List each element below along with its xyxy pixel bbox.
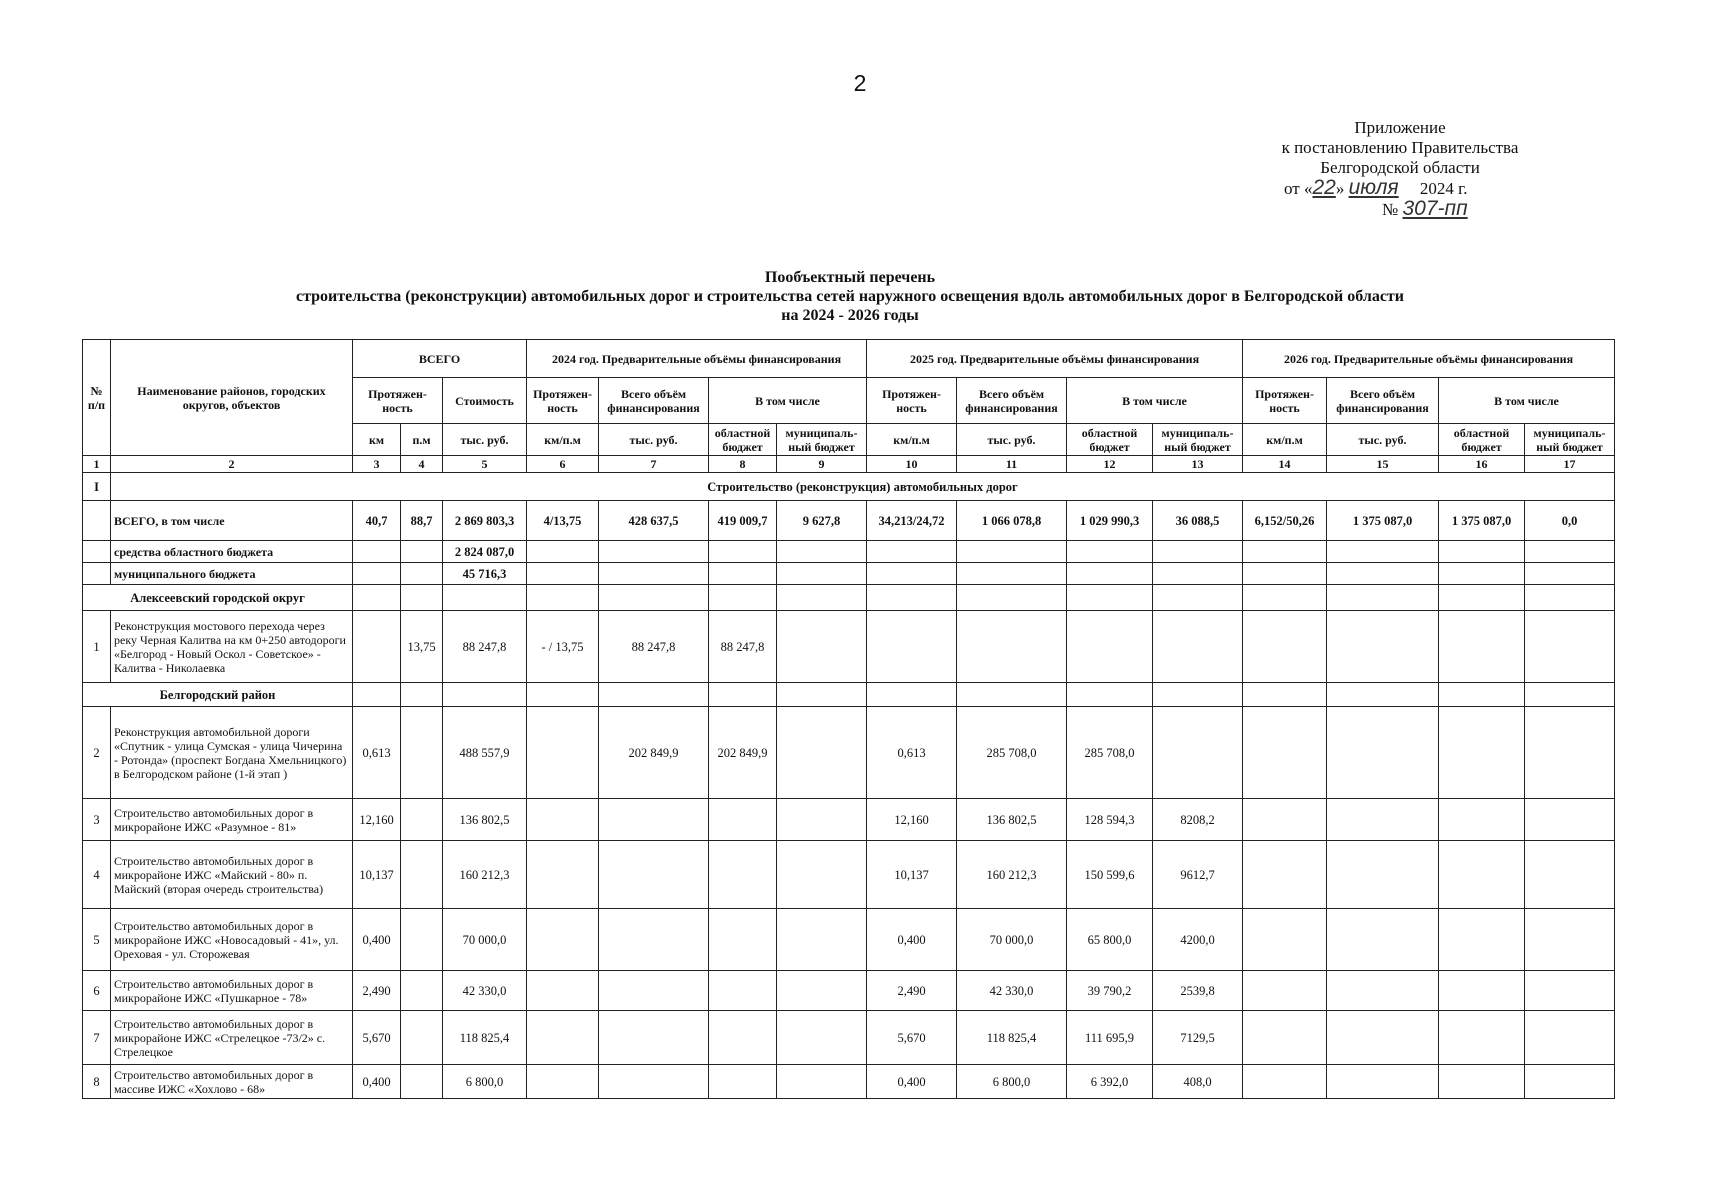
cell-value: 202 849,9 [599, 707, 709, 799]
cell-value: 40,7 [353, 501, 401, 541]
approval-date [1284, 178, 1570, 199]
cell-value [353, 611, 401, 683]
column-number: 6 [527, 456, 599, 473]
cell-value [1525, 799, 1615, 841]
cell-value: 0,0 [1525, 501, 1615, 541]
cell-value [1067, 611, 1153, 683]
unit-pm: п.м [401, 424, 443, 456]
cell-value: 88,7 [401, 501, 443, 541]
header-2024-length: Протяжен-ность [527, 378, 599, 424]
unit-kmpm-2026: км/п.м [1243, 424, 1327, 456]
row-number: 1 [83, 611, 111, 683]
header-2026-including: В том числе [1439, 378, 1615, 424]
cell-value [599, 909, 709, 971]
district-name: Алексеевский городской округ [83, 585, 353, 611]
table-row [83, 971, 1615, 1011]
cell-value: 0,400 [867, 909, 957, 971]
regional-2025: областной бюджет [1067, 424, 1153, 456]
header-name: Наименование районов, городских округов, объектов [111, 340, 353, 456]
header-total: ВСЕГО [353, 340, 527, 378]
title-line-2: строительства (реконструкции) автомобильных дорог и строительства сетей наружного освещения вдоль автомобильных дорог в Белгородской области [295, 288, 1404, 305]
cell-value [709, 1011, 777, 1065]
district-row-alekseevsky [83, 585, 1615, 611]
number-prefix: № [1382, 200, 1399, 219]
header-2025-volume: Всего объём финансирования [957, 378, 1067, 424]
cell-value: 88 247,8 [443, 611, 527, 683]
date-mid: » [1335, 179, 1345, 198]
cell-value: 0,400 [353, 909, 401, 971]
cell-value: 6 800,0 [443, 1065, 527, 1099]
cell-value: 0,400 [867, 1065, 957, 1099]
cell-value [709, 841, 777, 909]
cell-value [777, 841, 867, 909]
column-number: 13 [1153, 456, 1243, 473]
cell-value [1327, 841, 1439, 909]
section-row [83, 473, 1615, 501]
header-2024: 2024 год. Предварительные объёмы финансирования [527, 340, 867, 378]
municipal-2026: муниципаль-ный бюджет [1525, 424, 1615, 456]
column-number: 5 [443, 456, 527, 473]
objects-table [82, 339, 1615, 1099]
cell-value: 1 066 078,8 [957, 501, 1067, 541]
cell-value: 136 802,5 [443, 799, 527, 841]
object-name: Строительство автомобильных дорог в массиве ИЖС «Хохлово - 68» [111, 1065, 353, 1099]
approval-line-1: Приложение [1354, 118, 1446, 137]
cell-value [1439, 799, 1525, 841]
table-row [83, 909, 1615, 971]
table-row [83, 841, 1615, 909]
cell-value [1243, 971, 1327, 1011]
municipal-2024: муниципаль-ный бюджет [777, 424, 867, 456]
unit-kmpm-2025: км/п.м [867, 424, 957, 456]
cell-value: 128 594,3 [1067, 799, 1153, 841]
cell-value [1243, 841, 1327, 909]
object-name: Реконструкция мостового перехода через реку Черная Калитва на км 0+250 автодороги «Белгород - Новый Оскол - Советское» - Калитва - Николаевка [111, 611, 353, 683]
cell-value [1525, 909, 1615, 971]
cell-value: 9612,7 [1153, 841, 1243, 909]
column-number: 14 [1243, 456, 1327, 473]
cell-value [1327, 799, 1439, 841]
object-name: Строительство автомобильных дорог в микрорайоне ИЖС «Разумное - 81» [111, 799, 353, 841]
municipal-2025: муниципаль-ный бюджет [1153, 424, 1243, 456]
cell-value: 285 708,0 [957, 707, 1067, 799]
cell-value [1243, 909, 1327, 971]
cell-value: 419 009,7 [709, 501, 777, 541]
cell-value: 488 557,9 [443, 707, 527, 799]
cell-value [401, 841, 443, 909]
section-num: I [83, 473, 111, 501]
cell-value [527, 1011, 599, 1065]
column-number: 10 [867, 456, 957, 473]
cell-value: 0,613 [867, 707, 957, 799]
row-number: 2 [83, 707, 111, 799]
cell-value [1327, 909, 1439, 971]
cell-value [777, 1011, 867, 1065]
column-number: 9 [777, 456, 867, 473]
date-day: 22 [1312, 176, 1336, 199]
header-num: № п/п [83, 340, 111, 456]
object-name: Строительство автомобильных дорог в микрорайоне ИЖС «Новосадовый - 41», ул. Ореховая - ул. Сторожевая [111, 909, 353, 971]
cell-value: 2539,8 [1153, 971, 1243, 1011]
cell-value: 2 869 803,3 [443, 501, 527, 541]
cell-value: 118 825,4 [443, 1011, 527, 1065]
cell-value [1439, 611, 1525, 683]
cell-value: 7129,5 [1153, 1011, 1243, 1065]
row-number: 3 [83, 799, 111, 841]
cell-value [527, 707, 599, 799]
cell-value: 0,613 [353, 707, 401, 799]
cell-value [1243, 1065, 1327, 1099]
cell-value: 202 849,9 [709, 707, 777, 799]
column-number: 16 [1439, 456, 1525, 473]
cell-value [599, 971, 709, 1011]
cell-value [1439, 971, 1525, 1011]
cell-value [1327, 971, 1439, 1011]
header-2026-length: Протяжен-ность [1243, 378, 1327, 424]
cell-value: 36 088,5 [1153, 501, 1243, 541]
cell-value: 0,400 [353, 1065, 401, 1099]
header-2024-including: В том числе [709, 378, 867, 424]
date-month: июля [1348, 176, 1399, 199]
municipal-budget-value: 45 716,3 [443, 563, 527, 585]
cell-value: 12,160 [867, 799, 957, 841]
cell-value [1327, 611, 1439, 683]
row-number: 5 [83, 909, 111, 971]
cell-value [709, 799, 777, 841]
column-number: 4 [401, 456, 443, 473]
cell-value: 5,670 [353, 1011, 401, 1065]
column-number: 3 [353, 456, 401, 473]
unit-rub-2026: тыс. руб. [1327, 424, 1439, 456]
cell-value [1525, 1011, 1615, 1065]
cell-value: 2,490 [867, 971, 957, 1011]
cell-value: 65 800,0 [1067, 909, 1153, 971]
unit-kmpm-2024: км/п.м [527, 424, 599, 456]
cell-value [1153, 611, 1243, 683]
cell-value [599, 841, 709, 909]
unit-km: км [353, 424, 401, 456]
cell-value [1243, 1011, 1327, 1065]
regional-budget-row [83, 541, 1615, 563]
cell-value: 118 825,4 [957, 1011, 1067, 1065]
cell-value [1153, 707, 1243, 799]
table-row [83, 1065, 1615, 1099]
column-number: 2 [111, 456, 353, 473]
document-title [0, 268, 1700, 325]
cell-value [401, 707, 443, 799]
header-2025: 2025 год. Предварительные объёмы финансирования [867, 340, 1243, 378]
cell-value: 160 212,3 [443, 841, 527, 909]
cell-value: 8208,2 [1153, 799, 1243, 841]
cell-value [1439, 707, 1525, 799]
cell-value [1525, 611, 1615, 683]
number-value: 307-пп [1402, 197, 1468, 220]
cell-value: 12,160 [353, 799, 401, 841]
object-name: Строительство автомобильных дорог в микрорайоне ИЖС «Майский - 80» п. Майский (вторая очередь строительства) [111, 841, 353, 909]
cell-value [777, 799, 867, 841]
cell-value [1525, 707, 1615, 799]
cell-value: 1 029 990,3 [1067, 501, 1153, 541]
header-2026-volume: Всего объём финансирования [1327, 378, 1439, 424]
cell-value: 10,137 [353, 841, 401, 909]
cell-value: 408,0 [1153, 1065, 1243, 1099]
cell-value: 6 392,0 [1067, 1065, 1153, 1099]
approval-number [1382, 199, 1570, 220]
cell-value [527, 909, 599, 971]
header-2024-volume: Всего объём финансирования [599, 378, 709, 424]
cell-value [401, 799, 443, 841]
cell-value [401, 971, 443, 1011]
cell-value [1525, 841, 1615, 909]
cell-value [1525, 1065, 1615, 1099]
cell-value: 88 247,8 [709, 611, 777, 683]
regional-2024: областной бюджет [709, 424, 777, 456]
column-number: 12 [1067, 456, 1153, 473]
unit-rub-2024: тыс. руб. [599, 424, 709, 456]
cell-value [1525, 971, 1615, 1011]
cell-value [777, 1065, 867, 1099]
cell-value [599, 799, 709, 841]
cell-value: 5,670 [867, 1011, 957, 1065]
cell-value: 6,152/50,26 [1243, 501, 1327, 541]
column-number: 15 [1327, 456, 1439, 473]
cell-value: - / 13,75 [527, 611, 599, 683]
regional-budget-value: 2 824 087,0 [443, 541, 527, 563]
header-total-length: Протяжен-ность [353, 378, 443, 424]
cell-value: 70 000,0 [443, 909, 527, 971]
unit-rub-2025: тыс. руб. [957, 424, 1067, 456]
date-year: 2024 г. [1419, 179, 1468, 198]
cell-value [1243, 707, 1327, 799]
cell-value [1243, 799, 1327, 841]
cell-value [401, 909, 443, 971]
table-row [83, 611, 1615, 683]
column-number: 11 [957, 456, 1067, 473]
column-numbers-row [83, 456, 1615, 473]
total-row [83, 501, 1615, 541]
cell-value [777, 971, 867, 1011]
cell-value: 42 330,0 [957, 971, 1067, 1011]
cell-value: 9 627,8 [777, 501, 867, 541]
table-row [83, 799, 1615, 841]
cell-value [527, 841, 599, 909]
row-number: 7 [83, 1011, 111, 1065]
cell-value: 70 000,0 [957, 909, 1067, 971]
header-2025-including: В том числе [1067, 378, 1243, 424]
row-number: 8 [83, 1065, 111, 1099]
column-number: 1 [83, 456, 111, 473]
municipal-budget-label: муниципального бюджета [111, 563, 353, 585]
cell-value [401, 1065, 443, 1099]
cell-value [1327, 707, 1439, 799]
unit-rub: тыс. руб. [443, 424, 527, 456]
cell-value [527, 799, 599, 841]
cell-value [777, 707, 867, 799]
date-prefix: от « [1284, 179, 1313, 198]
cell-value: 88 247,8 [599, 611, 709, 683]
cell-value [1327, 1065, 1439, 1099]
cell-value: 150 599,6 [1067, 841, 1153, 909]
title-line-1: Пообъектный перечень [764, 269, 936, 286]
regional-2026: областной бюджет [1439, 424, 1525, 456]
approval-line-3: Белгородской области [1320, 158, 1480, 177]
cell-value: 136 802,5 [957, 799, 1067, 841]
municipal-budget-row [83, 563, 1615, 585]
cell-value [599, 1065, 709, 1099]
cell-value: 1 375 087,0 [1439, 501, 1525, 541]
cell-value: 4/13,75 [527, 501, 599, 541]
cell-value: 10,137 [867, 841, 957, 909]
table-row [83, 1011, 1615, 1065]
cell-value [527, 971, 599, 1011]
object-name: Строительство автомобильных дорог в микрорайоне ИЖС «Стрелецкое -73/2» с. Стрелецкое [111, 1011, 353, 1065]
cell-value: 13,75 [401, 611, 443, 683]
cell-value: 6 800,0 [957, 1065, 1067, 1099]
row-number [83, 501, 111, 541]
cell-value [599, 1011, 709, 1065]
cell-value: 1 375 087,0 [1327, 501, 1439, 541]
object-name: ВСЕГО, в том числе [111, 501, 353, 541]
approval-stamp [1230, 118, 1570, 220]
cell-value [1243, 611, 1327, 683]
cell-value: 160 212,3 [957, 841, 1067, 909]
cell-value: 4200,0 [1153, 909, 1243, 971]
cell-value [777, 909, 867, 971]
cell-value: 39 790,2 [1067, 971, 1153, 1011]
row-number: 6 [83, 971, 111, 1011]
cell-value: 428 637,5 [599, 501, 709, 541]
cell-value: 111 695,9 [1067, 1011, 1153, 1065]
cell-value [709, 971, 777, 1011]
cell-value [709, 1065, 777, 1099]
cell-value: 2,490 [353, 971, 401, 1011]
header-2025-length: Протяжен-ность [867, 378, 957, 424]
district-name: Белгородский район [83, 683, 353, 707]
title-line-3: на 2024 - 2026 годы [781, 307, 919, 324]
cell-value [709, 909, 777, 971]
header-total-cost: Стоимость [443, 378, 527, 424]
cell-value: 34,213/24,72 [867, 501, 957, 541]
column-number: 7 [599, 456, 709, 473]
section-title: Строительство (реконструкция) автомобильных дорог [111, 473, 1615, 501]
object-name: Строительство автомобильных дорог в микрорайоне ИЖС «Пушкарное - 78» [111, 971, 353, 1011]
cell-value [1439, 909, 1525, 971]
district-row-belgorodsky [83, 683, 1615, 707]
row-number: 4 [83, 841, 111, 909]
cell-value [1439, 1065, 1525, 1099]
column-number: 17 [1525, 456, 1615, 473]
page-number: 2 [853, 70, 867, 96]
cell-value [1439, 841, 1525, 909]
cell-value [527, 1065, 599, 1099]
table-row [83, 707, 1615, 799]
cell-value [957, 611, 1067, 683]
header-2026: 2026 год. Предварительные объёмы финансирования [1243, 340, 1615, 378]
cell-value [1439, 1011, 1525, 1065]
cell-value [1327, 1011, 1439, 1065]
cell-value [777, 611, 867, 683]
object-name: Реконструкция автомобильной дороги «Спутник - улица Сумская - улица Чичерина - Ротонда» (проспект Богдана Хмельницкого) в Белгородском районе (1-й этап ) [111, 707, 353, 799]
cell-value [867, 611, 957, 683]
cell-value: 42 330,0 [443, 971, 527, 1011]
regional-budget-label: средства областного бюджета [111, 541, 353, 563]
cell-value [401, 1011, 443, 1065]
column-number: 8 [709, 456, 777, 473]
cell-value: 285 708,0 [1067, 707, 1153, 799]
approval-line-2: к постановлению Правительства [1281, 138, 1519, 157]
